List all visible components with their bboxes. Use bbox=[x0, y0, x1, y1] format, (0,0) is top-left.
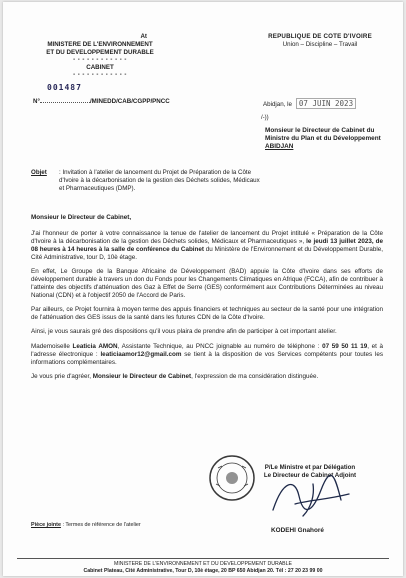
recipient-line2: Ministre du Plan et du Développement bbox=[265, 135, 381, 143]
republic-motto: Union – Discipline – Travail bbox=[282, 41, 358, 48]
salutation: Monsieur le Directeur de Cabinet, bbox=[31, 214, 132, 221]
letter-date bbox=[263, 99, 356, 108]
ministry-name-line1: MINISTERE DE L'ENVIRONNEMENT bbox=[47, 41, 153, 48]
reference-suffix: /MINEDD/CAB/CGPP/PNCC bbox=[89, 98, 170, 105]
paragraph-contact bbox=[31, 343, 383, 367]
reference-prefix: N° bbox=[33, 98, 40, 105]
attachment-note bbox=[31, 522, 141, 528]
footer-address: Cabinet Plateau, Cité Administrative, Tour D, 10è étage, 20 BP 650 Abidjan 20. Tél : 27 20 23 99 00 bbox=[83, 567, 323, 574]
recipient-city: ABIDJAN bbox=[265, 143, 294, 151]
letter-page bbox=[3, 2, 403, 576]
at-label: At bbox=[140, 33, 147, 40]
p5-text-d: se tient à la disposition de vos Services compétents pour toutes les informations complémentaires. bbox=[31, 350, 383, 366]
republic-header bbox=[255, 33, 385, 49]
subject-text: : Invitation à l'atelier de lancement du Projet de Préparation de la Côte d'Ivoire à la décarbonisation de la gestion des Déchets solides, Médicaux et Pharmaceutiques (DMP). bbox=[59, 169, 260, 192]
signer-name: KODEHI Gnahoré bbox=[271, 527, 324, 534]
date-place: Abidjan, le bbox=[263, 101, 292, 108]
ministry-name-line2: ET DU DEVELOPPEMENT DURABLE bbox=[46, 49, 154, 56]
paragraph-closing bbox=[31, 373, 383, 381]
p1-date-venue: le jeudi 13 juillet 2023, de 08 heures à 14 heures à la salle de conférence du Cabinet bbox=[31, 237, 383, 253]
header-divider: - - - - - - - - - - - - bbox=[73, 57, 127, 63]
contact-name: Leaticia AMON bbox=[72, 342, 118, 350]
p5-text-a: Mademoiselle bbox=[31, 342, 73, 350]
paragraph-invitation bbox=[31, 230, 383, 262]
p5-text-b: , Assistante Technique, au PNCC joignable au numéro de téléphone : bbox=[117, 342, 323, 350]
subject-label: Objet bbox=[31, 169, 47, 176]
signature-delegation: P/Le Ministre et par Délégation bbox=[264, 464, 356, 471]
p6-text-a: Je vous prie d'agréer, bbox=[31, 373, 93, 381]
paragraph-context: En effet, Le Groupe de la Banque Africaine de Développement (BAD) appuie la Côte d'Ivoire dans ses efforts de développement durable à travers un don du Fonds pour les Changements Climatiques en Afrique (FCCA), afin de contribuer à l'atteinte des objectifs d'atténuation des Gaz à Effet de Serre (GES) conformément aux Contributions Déterminées au niveau National (CDN) et à l'objectif 2050 de l'Accord de Paris. bbox=[31, 268, 383, 299]
attachment-text: : Termes de référence de l'atelier bbox=[60, 522, 141, 528]
page-footer bbox=[17, 558, 389, 574]
cabinet-label: CABINET bbox=[86, 64, 114, 71]
signature-title: Le Directeur de Cabinet Adjoint bbox=[263, 471, 357, 479]
cabinet-divider: - - - - - - - - - - - - bbox=[73, 72, 127, 78]
recipient-line1: Monsieur le Directeur de Cabinet du bbox=[265, 127, 375, 134]
reference-number bbox=[33, 83, 170, 105]
subject-block bbox=[31, 169, 261, 192]
attachment-label: Pièce jointe bbox=[31, 522, 61, 528]
paragraph-request: Ainsi, je vous saurais gré des dispositions qu'il vous plaira de prendre afin de participer à cet important atelier. bbox=[31, 328, 337, 336]
handwritten-mark: /-)) bbox=[261, 115, 269, 121]
contact-phone: 07 59 50 11 19 bbox=[322, 342, 368, 350]
paragraph-project: Par ailleurs, ce Projet fournira à moyen terme des appuis financiers et techniques au secteur de la santé pour une intégration de l'atténuation des GES issus de la santé dans les futures CDN de la Côte d'Ivoire. bbox=[31, 306, 383, 322]
p5-text-c: , et à l'adresse électronique : bbox=[31, 342, 383, 358]
contact-email: leaticiaamor12@gmail.com bbox=[100, 350, 182, 358]
p1-text-c: du Ministère de l'Environnement et du Développement Durable, Cité Administrative, tour D, 10è étage. bbox=[31, 245, 383, 261]
republic-name: REPUBLIQUE DE COTE D'IVOIRE bbox=[268, 33, 372, 40]
reference-dotted-line bbox=[40, 97, 90, 103]
p6-text-c: , l'expression de ma considération distinguée. bbox=[191, 373, 319, 381]
reference-stamp-number: 001487 bbox=[47, 83, 82, 92]
p1-text-a: J'ai l'honneur de porter à votre connaissance la tenue de l'atelier de lancement du Projet intitulé « Préparation de la Côte d'Ivoire à la décarbonisation de la gestion des Déchets solides, Médicaux et Pharmaceutiques », bbox=[31, 229, 383, 245]
ministry-header bbox=[25, 33, 175, 78]
date-stamp: 07 JUIN 2023 bbox=[296, 98, 356, 109]
letter-body bbox=[31, 214, 383, 388]
handwritten-signature-icon bbox=[265, 470, 355, 522]
p6-addressee: Monsieur le Directeur de Cabinet bbox=[92, 373, 192, 381]
recipient-block bbox=[265, 127, 395, 152]
footer-ministry: MINISTERE DE L'ENVIRONNEMENT ET DU DEVELOPPEMENT DURABLE bbox=[114, 561, 292, 567]
